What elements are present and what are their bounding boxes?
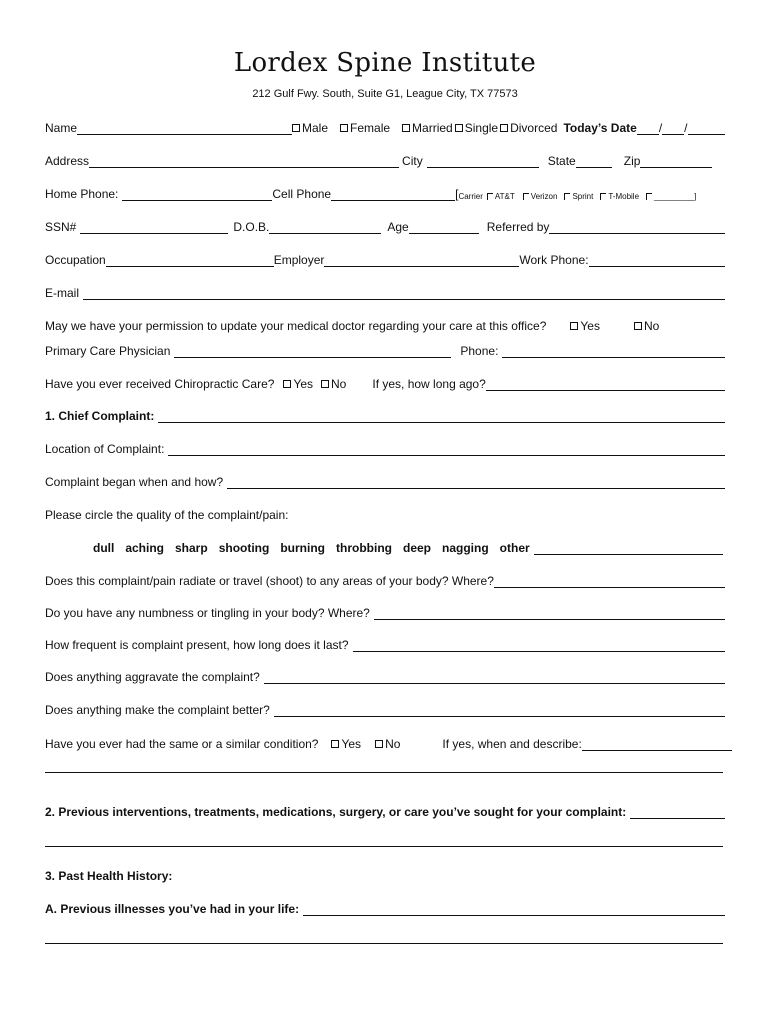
similar-yes-checkbox[interactable] [331, 740, 339, 748]
pcp-row [45, 338, 725, 358]
chiropractic-no-label: No [331, 377, 347, 391]
radiate-label: Does this complaint/pain radiate or travel (shoot) to any areas of your body? Where? [45, 574, 494, 588]
similar-yes-label: Yes [341, 737, 362, 751]
employer-label: Employer [273, 253, 325, 267]
quality-label: Please circle the quality of the complaint/pain: [45, 508, 289, 522]
carrier-label: Carrier [458, 192, 483, 201]
att-checkbox[interactable] [487, 193, 493, 200]
city-label: City [402, 154, 423, 168]
todays-date-label: Today’s Date [563, 121, 637, 135]
permission-no-label: No [643, 319, 660, 333]
state-field[interactable] [576, 153, 612, 168]
other-carrier-checkbox[interactable] [646, 193, 652, 200]
quality-option-throbbing[interactable]: throbbing [336, 541, 392, 555]
name-field[interactable] [77, 120, 292, 135]
chiropractic-yes-label: Yes [293, 377, 314, 391]
single-checkbox[interactable] [455, 124, 463, 132]
date-year-field[interactable] [688, 120, 726, 135]
quality-option-nagging[interactable]: nagging [442, 541, 489, 555]
married-checkbox[interactable] [402, 124, 410, 132]
aggravate-label: Does anything aggravate the complaint? [45, 670, 260, 684]
sprint-checkbox[interactable] [564, 193, 570, 200]
chiropractic-row [45, 371, 725, 391]
section2-extra-line[interactable] [45, 846, 723, 847]
similar-condition-question: Have you ever had the same or a similar condition? [45, 737, 319, 751]
sectionA-extra-line[interactable] [45, 943, 723, 944]
quality-option-other[interactable]: other [499, 541, 530, 555]
date-separator: / [684, 121, 688, 135]
location-field[interactable] [168, 441, 725, 456]
verizon-checkbox[interactable] [523, 193, 529, 200]
age-field[interactable] [409, 219, 479, 234]
quality-option-burning[interactable]: burning [280, 541, 325, 555]
location-row [45, 436, 725, 456]
male-checkbox[interactable] [292, 124, 300, 132]
pcp-phone-label: Phone: [460, 344, 499, 358]
date-month-field[interactable] [637, 120, 659, 135]
institute-title: Lordex Spine Institute [233, 48, 537, 78]
other-carrier-field[interactable]: _________] [654, 192, 697, 201]
divorced-checkbox[interactable] [500, 124, 508, 132]
email-row [45, 280, 725, 300]
began-field[interactable] [227, 474, 725, 489]
verizon-label: Verizon [530, 192, 558, 201]
zip-label: Zip [623, 154, 641, 168]
referred-by-label: Referred by [486, 220, 550, 234]
carrier-bracket: [ [455, 187, 459, 201]
section2-row [45, 799, 725, 819]
work-phone-field[interactable] [589, 252, 725, 267]
chiropractic-followup-label: If yes, how long ago? [372, 377, 486, 391]
address-row [45, 148, 725, 168]
married-label: Married [412, 121, 453, 135]
quality-row [45, 502, 725, 522]
numbness-row [45, 600, 725, 620]
state-label: State [547, 154, 576, 168]
frequency-field[interactable] [353, 637, 726, 652]
chief-complaint-row [45, 403, 725, 423]
similar-followup-field[interactable] [582, 736, 732, 751]
ssn-field[interactable] [80, 219, 228, 234]
female-checkbox[interactable] [340, 124, 348, 132]
better-field[interactable] [274, 702, 725, 717]
date-day-field[interactable] [662, 120, 684, 135]
better-row [45, 697, 725, 717]
section3-heading: 3. Past Health History: [45, 869, 173, 883]
work-phone-label: Work Phone: [519, 253, 589, 267]
quality-option-dull[interactable]: dull [93, 541, 115, 555]
quality-option-deep[interactable]: deep [402, 541, 431, 555]
better-label: Does anything make the complaint better? [45, 703, 270, 717]
quality-options [93, 535, 723, 555]
dob-field[interactable] [269, 219, 381, 234]
numbness-label: Do you have any numbness or tingling in your body? Where? [45, 606, 370, 620]
zip-field[interactable] [640, 153, 712, 168]
chief-complaint-field[interactable] [158, 408, 725, 423]
single-label: Single [464, 121, 499, 135]
email-field[interactable] [83, 285, 725, 300]
permission-yes-checkbox[interactable] [570, 322, 578, 330]
sectionA-field[interactable] [303, 901, 725, 916]
divorced-label: Divorced [510, 121, 558, 135]
aggravate-row [45, 664, 725, 684]
began-row [45, 469, 725, 489]
began-label: Complaint began when and how? [45, 475, 224, 489]
name-label: Name [45, 121, 78, 135]
sectionA-row [45, 896, 725, 916]
pcp-field[interactable] [174, 343, 451, 358]
occupation-label: Occupation [45, 253, 106, 267]
name-row [45, 115, 725, 135]
section2-field[interactable] [630, 804, 725, 819]
similar-no-checkbox[interactable] [375, 740, 383, 748]
institute-address: 212 Gulf Fwy. South, Suite G1, League City, TX 77573 [252, 88, 518, 100]
similar-condition-row [45, 731, 725, 751]
permission-yes-label: Yes [580, 319, 600, 333]
chiropractic-yes-checkbox[interactable] [283, 380, 291, 388]
phone-row [45, 181, 725, 201]
employer-field[interactable] [324, 252, 519, 267]
radiate-field[interactable] [494, 573, 725, 588]
section2-label: 2. Previous interventions, treatments, medications, surgery, or care you’ve sought for your complaint: [45, 805, 627, 819]
address-field[interactable] [89, 153, 399, 168]
chief-complaint-label: 1. Chief Complaint: [45, 409, 155, 423]
numbness-field[interactable] [374, 605, 725, 620]
occupation-field[interactable] [106, 252, 274, 267]
cell-phone-label: Cell Phone [272, 187, 332, 201]
quality-option-sharp[interactable]: sharp [175, 541, 208, 555]
sectionA-label: A. Previous illnesses you’ve had in your life: [45, 902, 300, 916]
frequency-row [45, 632, 725, 652]
date-separator: / [658, 121, 663, 135]
similar-extra-line[interactable] [45, 772, 723, 773]
occupation-row [45, 247, 725, 267]
address-label: Address [45, 154, 90, 168]
male-label: Male [302, 121, 329, 135]
ssn-row [45, 214, 725, 234]
home-phone-label: Home Phone: [45, 187, 119, 201]
section3-row [45, 863, 725, 883]
similar-followup-label: If yes, when and describe: [442, 737, 582, 751]
home-phone-field[interactable] [122, 186, 272, 201]
quality-other-field[interactable] [534, 540, 723, 555]
tmobile-checkbox[interactable] [600, 193, 606, 200]
chiropractic-no-checkbox[interactable] [321, 380, 329, 388]
age-label: Age [387, 220, 409, 234]
sprint-label: Sprint [572, 192, 594, 201]
pcp-label: Primary Care Physician [45, 344, 171, 358]
cell-phone-field[interactable] [331, 186, 455, 201]
dob-label: D.O.B. [233, 220, 270, 234]
chiropractic-followup-field[interactable] [486, 376, 725, 391]
ssn-label: SSN# [45, 220, 77, 234]
city-field[interactable] [427, 153, 539, 168]
att-label: AT&T [494, 192, 515, 201]
permission-no-checkbox[interactable] [634, 322, 642, 330]
location-label: Location of Complaint: [45, 442, 165, 456]
chiropractic-question: Have you ever received Chiropractic Care? [45, 377, 275, 391]
quality-option-shooting[interactable]: shooting [218, 541, 270, 555]
referred-by-field[interactable] [549, 219, 725, 234]
frequency-label: How frequent is complaint present, how long does it last? [45, 638, 349, 652]
pcp-phone-field[interactable] [502, 343, 725, 358]
aggravate-field[interactable] [264, 669, 725, 684]
permission-question: May we have your permission to update your medical doctor regarding your care at this office? [45, 319, 547, 333]
radiate-row [45, 568, 725, 588]
permission-row [45, 313, 725, 333]
female-label: Female [350, 121, 391, 135]
email-label: E-mail [45, 286, 80, 300]
tmobile-label: T-Mobile [608, 192, 640, 201]
similar-no-label: No [385, 737, 401, 751]
quality-option-aching[interactable]: aching [125, 541, 164, 555]
